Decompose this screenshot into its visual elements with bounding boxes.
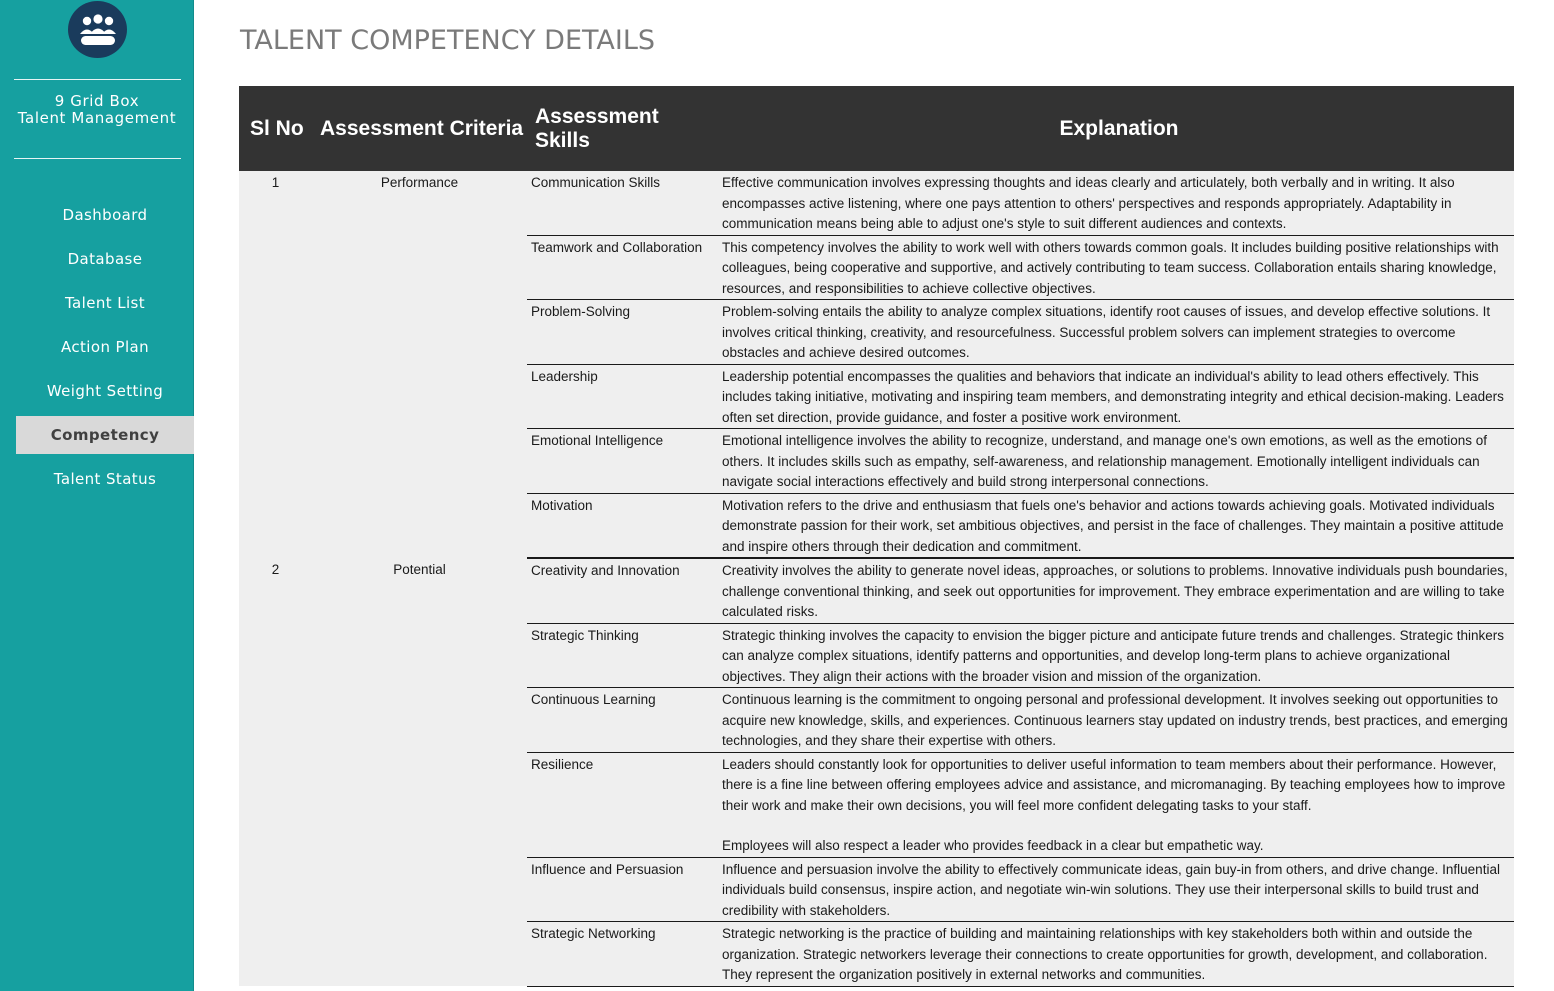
header-assessment-skills: Assessment Skills [527,86,716,171]
sidebar-nav [16,196,194,504]
criteria-cell: Performance [312,171,527,558]
explanation-cell [716,493,1514,558]
skill-cell: Problem-Solving [527,300,716,365]
skill-cell: Teamwork and Collaboration [527,235,716,300]
table-header-row [239,86,1514,171]
explanation-text: Leadership potential encompasses the qualities and behaviors that indicate an individual's ability to lead others effectively. This includes taking initiative, motivating and inspiring team members, and demonstrating integrity and ethical decision-making. Leaders often set direction, provide guidance, and foster a positive work environment. [722,368,1504,425]
sidebar-item-talent-status[interactable]: Talent Status [53,470,157,488]
explanation-text: Employees will also respect a leader who provides feedback in a clear but empathetic way. [722,838,1264,853]
explanation-cell [716,235,1514,300]
explanation-cell [716,623,1514,688]
explanation-text: Influence and persuasion involve the ability to effectively communicate ideas, gain buy-in from others, and drive change. Influential individuals build consensus, inspire action, and negotiate win-win solutions. They use their interpersonal skills to build trust and credibility with stakeholders. [722,861,1500,918]
brand-line-2: Talent Management [17,109,177,127]
explanation-text: Strategic networking is the practice of building and maintaining relationships with key stakeholders both within and outside the organization. Strategic networkers leverage their connections to create opportunities for growth, development, and collaboration. They represent the organization positively in external networks and communities. [722,926,1488,982]
sidebar-item-dashboard[interactable]: Dashboard [62,206,148,224]
skill-cell: Communication Skills [527,171,716,235]
paragraph-gap [722,816,1508,836]
divider [14,79,181,80]
explanation-text: Leaders should constantly look for opportunities to deliver useful information to team members about their performance. However, there is a fine line between offering employees advice and assistance, and micromanaging. By teaching employees how to improve their work and make their own decisions, you will feel more confident delegating tasks to your staff. [722,756,1506,813]
skill-cell: Strategic Networking [527,922,716,987]
skill-cell: Resilience [527,752,716,857]
sidebar-item-talent-list[interactable]: Talent List [64,294,146,312]
divider [14,158,181,159]
explanation-cell [716,300,1514,365]
sl-no-cell: 1 [239,171,312,558]
explanation-text: This competency involves the ability to work well with others towards common goals. It includes building positive relationships with colleagues, being cooperative and supportive, and actively contributing to team success. Collaboration entails sharing knowledge, resources, and responsibilities to achieve collective objectives. [722,239,1499,296]
skill-cell: Continuous Learning [527,688,716,753]
sidebar-item-database[interactable]: Database [67,250,143,268]
logo[interactable] [68,1,127,58]
explanation-cell [716,922,1514,987]
explanation-text: Effective communication involves expressing thoughts and ideas clearly and articulately, both verbally and in writing. It also encompasses active listening, where one pays attention to others' perspectives and responds appropriately. Adaptability in communication means being able to adjust one's style to suit different audiences and contexts. [722,175,1455,231]
explanation-text: Continuous learning is the commitment to ongoing personal and professional development. It involves seeking out opportunities to acquire new knowledge, skills, and experiences. Continuous learners stay updated on industry trends, best practices, and emerging technologies, and they share their expertise with others. [722,692,1508,748]
brand-title [0,93,194,127]
skill-cell: Emotional Intelligence [527,429,716,494]
sidebar-item-competency[interactable]: Competency [16,416,194,454]
explanation-text: Strategic thinking involves the capacity to envision the bigger picture and anticipate future trends and challenges. Strategic thinkers can analyze complex situations, identify patterns and opportunities, and develop long-term plans to achieve organizational objectives. They align their actions with the broader vision and mission of the organization. [722,627,1504,684]
table-row [239,558,1514,623]
header-sl-no: Sl No [239,86,312,171]
people-group-icon [77,12,119,48]
explanation-text: Emotional intelligence involves the ability to recognize, understand, and manage one's own emotions, as well as the emotions of others. It includes skills such as empathy, self-awareness, and relationship management. Emotionally intelligent individuals can navigate social interactions effectively and build strong interpersonal connections. [722,433,1488,489]
sl-no-cell: 2 [239,558,312,986]
explanation-text: Creativity involves the ability to generate novel ideas, approaches, or solutions to problems. Innovative individuals push boundaries, challenge conventional thinking, and seek out opportunities for improvement. They embrace experimentation and are willing to take calculated risks. [722,563,1508,619]
skill-cell: Strategic Thinking [527,623,716,688]
brand-line-1: 9 Grid Box [54,92,140,110]
criteria-cell: Potential [312,558,527,986]
competency-table [239,86,1514,987]
explanation-cell [716,171,1514,235]
header-explanation: Explanation [716,86,1514,171]
explanation-cell [716,688,1514,753]
skill-cell: Motivation [527,493,716,558]
explanation-cell [716,558,1514,623]
header-assessment-criteria: Assessment Criteria [312,86,527,171]
explanation-cell [716,429,1514,494]
explanation-cell [716,364,1514,429]
skill-cell: Leadership [527,364,716,429]
explanation-text: Motivation refers to the drive and enthusiasm that fuels one's behavior and actions towards achieving goals. Motivated individuals demonstrate passion for their work, set ambitious objectives, and persist in the face of challenges. They maintain a positive attitude and inspire others through their dedication and commitment. [722,497,1504,554]
table-body [239,171,1514,986]
explanation-cell [716,752,1514,857]
skill-cell: Creativity and Innovation [527,558,716,623]
skill-cell: Influence and Persuasion [527,857,716,922]
sidebar [0,0,194,991]
sidebar-item-weight-setting[interactable]: Weight Setting [46,382,164,400]
explanation-cell [716,857,1514,922]
sidebar-item-action-plan[interactable]: Action Plan [60,338,150,356]
table-row [239,171,1514,235]
explanation-text: Problem-solving entails the ability to analyze complex situations, identify root causes of issues, and develop effective solutions. It involves critical thinking, creativity, and resourcefulness. Successful problem solvers can implement strategies to overcome obstacles and achieve desired outcomes. [722,304,1491,360]
page-title: TALENT COMPETENCY DETAILS [240,25,656,56]
